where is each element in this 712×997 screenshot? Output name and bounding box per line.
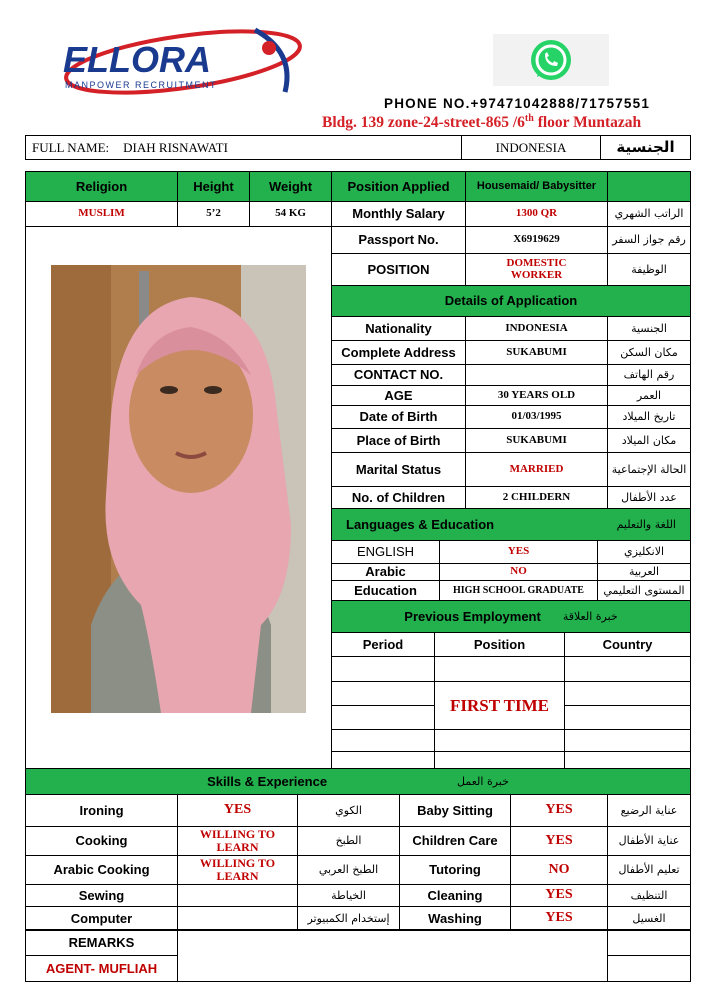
skill-value: YES <box>177 794 298 827</box>
detail-value: SUKABUMI <box>465 340 608 365</box>
skill-label-ar: تعليم الأطفال <box>607 855 691 885</box>
salary-label: Monthly Salary <box>331 201 466 227</box>
salary-value: 1300 QR <box>465 201 608 227</box>
language-label: ENGLISH <box>331 540 440 564</box>
height-header: Height <box>177 171 250 202</box>
detail-value <box>465 364 608 386</box>
employment-cell <box>331 681 435 706</box>
detail-label: Complete Address <box>331 340 466 365</box>
passport-label-ar: رقم جواز السفر <box>607 226 691 254</box>
emp-position-header: Position <box>434 632 565 657</box>
skill-label-ar: التنظيف <box>607 884 691 907</box>
employment-cell <box>564 705 691 730</box>
employment-cell <box>564 729 691 752</box>
language-label-ar: الانكليزي <box>597 540 691 564</box>
language-label-ar: العربية <box>597 563 691 581</box>
detail-value: 30 YEARS OLD <box>465 385 608 406</box>
whatsapp-icon <box>493 34 609 86</box>
detail-label: Date of Birth <box>331 405 466 429</box>
skill-value <box>177 906 298 931</box>
employment-title-ar: خبرة العلاقة <box>562 609 618 623</box>
employment-cell <box>331 656 435 682</box>
skill-label-ar: الكوي <box>297 794 400 827</box>
skill-label: Baby Sitting <box>399 794 511 827</box>
detail-label-ar: مكان الميلاد <box>607 428 691 453</box>
detail-value: MARRIED <box>465 452 608 487</box>
skill-value: WILLING TO LEARN <box>177 826 298 856</box>
top-nationality: INDONESIA <box>461 135 601 160</box>
detail-label: Place of Birth <box>331 428 466 453</box>
employment-cell <box>331 705 435 730</box>
skill-label: Arabic Cooking <box>25 855 178 885</box>
skill-value: YES <box>510 826 608 856</box>
phone-number: PHONE NO.+97471042888/71757551 <box>384 96 651 111</box>
detail-label-ar: تاريخ الميلاد <box>607 405 691 429</box>
skill-label-ar: إستخدام الكمبيوتر <box>297 906 400 931</box>
full-name-cell <box>25 135 462 160</box>
detail-value: 01/03/1995 <box>465 405 608 429</box>
passport-value: X6919629 <box>465 226 608 254</box>
skill-label: Washing <box>399 906 511 931</box>
svg-text:MANPOWER RECRUITMENT: MANPOWER RECRUITMENT <box>65 80 217 90</box>
skill-value: NO <box>510 855 608 885</box>
detail-label-ar: رقم الهاتف <box>607 364 691 386</box>
detail-value: 2 CHILDERN <box>465 486 608 510</box>
employment-cell <box>564 681 691 706</box>
skill-label: Sewing <box>25 884 178 907</box>
detail-value: INDONESIA <box>465 316 608 341</box>
skill-value <box>177 884 298 907</box>
details-title: Details of Application <box>331 285 691 317</box>
full-name-label: FULL NAME: <box>32 139 110 155</box>
skill-label: Computer <box>25 906 178 931</box>
skill-label: Cleaning <box>399 884 511 907</box>
employment-cell <box>331 729 435 752</box>
remarks-right-top <box>607 929 691 956</box>
detail-value: SUKABUMI <box>465 428 608 453</box>
language-label-ar: المستوى التعليمي <box>597 580 691 602</box>
employment-title-en: Previous Employment <box>404 608 541 624</box>
employment-cell <box>434 656 565 682</box>
remarks-label: REMARKS <box>25 929 178 956</box>
skill-label: Tutoring <box>399 855 511 885</box>
religion-header: Religion <box>25 171 178 202</box>
language-value: HIGH SCHOOL GRADUATE <box>439 580 598 602</box>
country-header: Country <box>564 632 691 657</box>
full-name-value: DIAH RISNAWATI <box>123 139 228 155</box>
passport-label: Passport No. <box>331 226 466 254</box>
detail-label-ar: مكان السكن <box>607 340 691 365</box>
position-applied-value: Housemaid/ Babysitter <box>465 171 608 202</box>
employment-title <box>331 600 691 633</box>
language-value: YES <box>439 540 598 564</box>
skill-value: YES <box>510 794 608 827</box>
detail-label: CONTACT NO. <box>331 364 466 386</box>
remarks-right-bottom <box>607 955 691 982</box>
skills-title <box>25 768 691 795</box>
skill-value: YES <box>510 884 608 907</box>
languages-title <box>331 508 691 541</box>
detail-label-ar: الجنسية <box>607 316 691 341</box>
detail-label: Nationality <box>331 316 466 341</box>
language-label: Arabic <box>331 563 440 581</box>
svg-text:ELLORA: ELLORA <box>63 39 211 80</box>
position-value: DOMESTIC WORKER <box>465 253 608 286</box>
detail-label: AGE <box>331 385 466 406</box>
top-nationality-ar: الجنسية <box>600 135 691 160</box>
skill-label: Ironing <box>25 794 178 827</box>
employment-cell <box>564 656 691 682</box>
employment-cell <box>434 729 565 752</box>
remarks-box <box>177 929 608 982</box>
skill-value: YES <box>510 906 608 931</box>
position-applied-header: Position Applied <box>331 171 466 202</box>
detail-label: Marital Status <box>331 452 466 487</box>
position-label: POSITION <box>331 253 466 286</box>
skill-label-ar: الغسيل <box>607 906 691 931</box>
agent-name: AGENT- MUFLIAH <box>25 955 178 982</box>
skill-label-ar: عناية الأطفال <box>607 826 691 856</box>
header-blank-cell <box>607 171 691 202</box>
languages-title-en: Languages & Education <box>346 516 495 532</box>
height-value: 5’2 <box>177 201 250 227</box>
salary-label-ar: الراتب الشهري <box>607 201 691 227</box>
applicant-photo <box>51 265 306 713</box>
weight-value: 54 KG <box>249 201 332 227</box>
language-value: NO <box>439 563 598 581</box>
detail-label-ar: الحالة الإجتماعية <box>607 452 691 487</box>
skills-title-ar: خبرة العمل <box>457 774 509 788</box>
skill-label-ar: عناية الرضيع <box>607 794 691 827</box>
skill-value: WILLING TO LEARN <box>177 855 298 885</box>
languages-title-ar: اللغة والتعليم <box>616 517 676 531</box>
skill-label-ar: الطبخ <box>297 826 400 856</box>
weight-header: Weight <box>249 171 332 202</box>
religion-value: MUSLIM <box>25 201 178 227</box>
detail-label-ar: العمر <box>607 385 691 406</box>
detail-label-ar: عدد الأطفال <box>607 486 691 510</box>
position-label-ar: الوظيفة <box>607 253 691 286</box>
skill-label-ar: الطبخ العربي <box>297 855 400 885</box>
skill-label-ar: الخياطة <box>297 884 400 907</box>
first-time-note: FIRST TIME <box>435 683 564 729</box>
skills-title-en: Skills & Experience <box>207 773 328 789</box>
skill-label: Cooking <box>25 826 178 856</box>
language-label: Education <box>331 580 440 602</box>
skill-label: Children Care <box>399 826 511 856</box>
company-logo <box>55 22 315 108</box>
period-header: Period <box>331 632 435 657</box>
office-address: Bldg. 139 zone-24-street-865 /6th floor Muntazah <box>322 113 642 132</box>
detail-label: No. of Children <box>331 486 466 510</box>
